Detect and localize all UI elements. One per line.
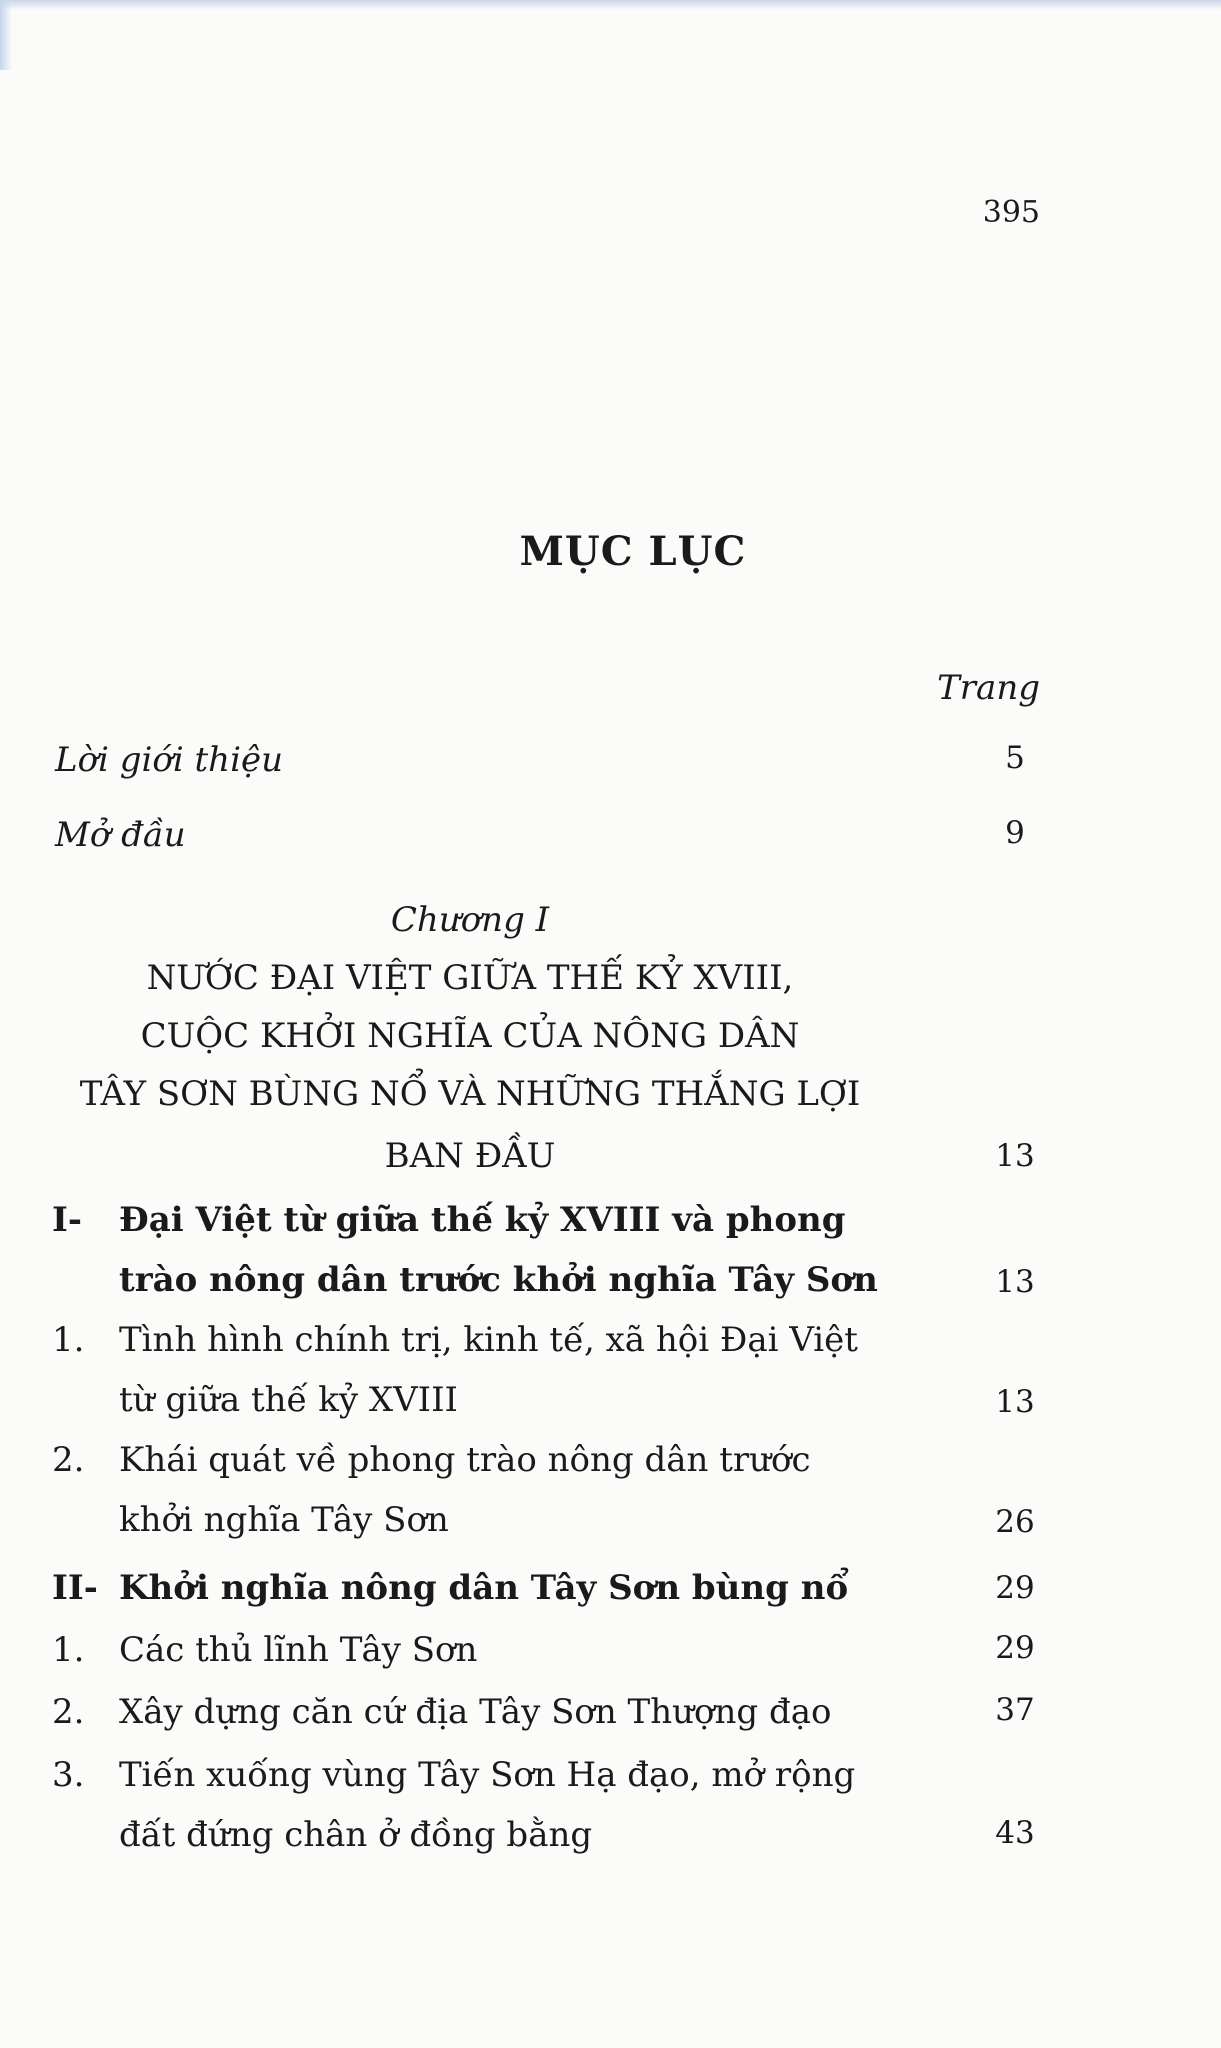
chapter-title-line: NƯỚC ĐẠI VIỆT GIỮA THẾ KỶ XVIII, <box>146 958 794 998</box>
subsection-title-line: Các thủ lĩnh Tây Sơn <box>119 1630 478 1670</box>
page-column-header: Trang <box>937 668 1040 708</box>
chapter-title-line: CUỘC KHỞI NGHĨA CỦA NÔNG DÂN <box>140 1016 800 1056</box>
page-title: MỤC LỤC <box>519 528 747 575</box>
subsection-page: 43 <box>995 1815 1035 1851</box>
section-number: II- <box>52 1568 98 1608</box>
subsection-page: 29 <box>995 1630 1035 1666</box>
subsection-title-line: Tiến xuống vùng Tây Sơn Hạ đạo, mở rộng <box>119 1755 856 1795</box>
subsection-number: 3. <box>52 1755 85 1795</box>
subsection-page: 37 <box>995 1692 1035 1728</box>
toc-entry-page: 9 <box>1005 815 1025 851</box>
section-page: 13 <box>995 1264 1035 1300</box>
chapter-label: Chương I <box>390 900 550 940</box>
section-page: 29 <box>995 1570 1035 1606</box>
toc-entry-label: Mở đầu <box>55 815 186 855</box>
toc-entry-opening[interactable] <box>55 815 1045 865</box>
scan-edge-left <box>0 0 12 70</box>
chapter-page: 13 <box>995 1138 1035 1174</box>
subsection-title-line: Xây dựng căn cứ địa Tây Sơn Thượng đạo <box>119 1692 832 1732</box>
subsection-page: 13 <box>995 1384 1035 1420</box>
section-title-line: trào nông dân trước khởi nghĩa Tây Sơn <box>119 1260 878 1300</box>
subsection-page: 26 <box>995 1504 1035 1540</box>
subsection-title-line: từ giữa thế kỷ XVIII <box>119 1380 458 1420</box>
scan-edge-top <box>0 0 1221 10</box>
section-number: I- <box>52 1200 83 1240</box>
subsection-number: 1. <box>52 1630 85 1670</box>
subsection-title-line: Tình hình chính trị, kinh tế, xã hội Đại Việt <box>119 1320 858 1360</box>
toc-entry-label: Lời giới thiệu <box>55 740 283 780</box>
subsection-title-line: đất đứng chân ở đồng bằng <box>119 1815 593 1855</box>
page-number: 395 <box>982 195 1040 230</box>
chapter-title-line: TÂY SƠN BÙNG NỔ VÀ NHỮNG THẮNG LỢI <box>79 1074 861 1114</box>
subsection-title-line: Khái quát về phong trào nông dân trước <box>119 1440 811 1480</box>
subsection-number: 2. <box>52 1440 85 1480</box>
toc-entry-page: 5 <box>1005 740 1025 776</box>
subsection-number: 1. <box>52 1320 85 1360</box>
section-title-line: Đại Việt từ giữa thế kỷ XVIII và phong <box>119 1200 846 1240</box>
toc-entry-intro[interactable] <box>55 740 1045 790</box>
chapter-title-line: BAN ĐẦU <box>384 1136 556 1176</box>
section-title-line: Khởi nghĩa nông dân Tây Sơn bùng nổ <box>119 1568 849 1608</box>
subsection-title-line: khởi nghĩa Tây Sơn <box>119 1500 449 1540</box>
subsection-number: 2. <box>52 1692 85 1732</box>
